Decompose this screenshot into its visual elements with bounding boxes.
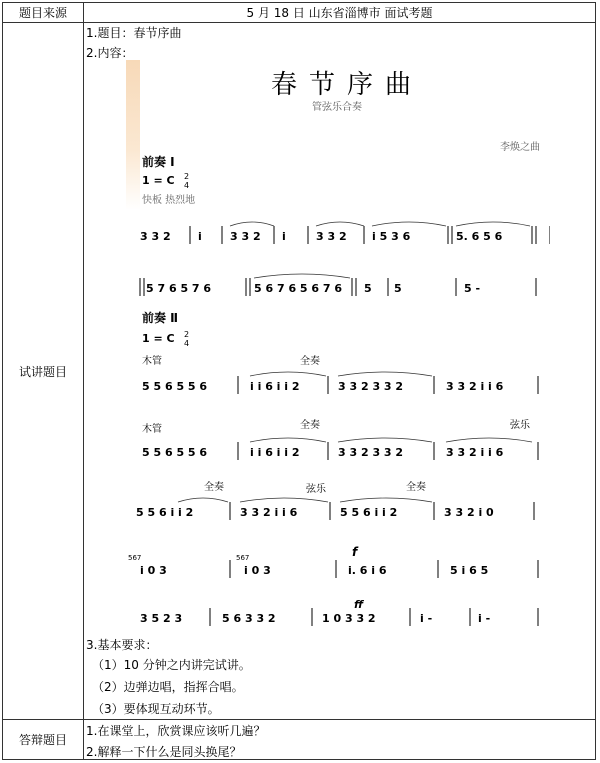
time-top-2: 2 xyxy=(184,330,190,339)
line2-measure-4: 5 xyxy=(394,282,402,295)
instrument-woodwind-1: 木管 xyxy=(142,356,162,367)
header-source-label: 题目来源 xyxy=(3,3,84,23)
content-label: 2.内容： xyxy=(86,46,134,60)
line1-slur-3 xyxy=(372,222,446,226)
line1-measure-2: i xyxy=(198,230,202,243)
header-source-value: 5 月 18 日 山东省淄博市 面试考题 xyxy=(84,3,596,23)
line3-slur-1 xyxy=(250,372,326,376)
requirement-2: （2）边弹边唱，指挥合唱。 xyxy=(92,680,244,694)
line5-measure-2: 3 3 2 i i 6 xyxy=(240,506,298,519)
line1-slur-4 xyxy=(456,222,530,226)
requirements-title: 3.基本要求： xyxy=(86,638,158,652)
line4-measure-1: 5 5 6 5 5 6 xyxy=(142,446,208,459)
line6-measure-2: i 0 3 xyxy=(244,564,271,577)
line5-measure-4: 3 3 2 i 0 xyxy=(444,506,494,519)
line1-slur-1 xyxy=(230,222,274,226)
requirement-3: （3）要体现互动环节。 xyxy=(92,702,220,716)
time-bottom-1: 4 xyxy=(184,181,190,190)
header-row xyxy=(3,3,596,23)
line4-slur-3 xyxy=(446,438,532,442)
line1-measure-3: 3 3 2 xyxy=(230,230,261,243)
time-top-1: 2 xyxy=(184,172,190,181)
line6-measure-3: i. 6 i 6 xyxy=(348,564,387,577)
line7-measure-4: i - xyxy=(420,612,433,625)
line4-slur-1 xyxy=(250,438,326,442)
line7-measure-1: 3 5 2 3 xyxy=(140,612,183,625)
instrument-tutti-3: 全奏 xyxy=(204,482,224,493)
line4-slur-2 xyxy=(338,438,432,442)
instrument-woodwind-2: 木管 xyxy=(142,424,162,435)
line3-measure-3: 3 3 2 3 3 2 xyxy=(338,380,404,393)
score-title: 春节序曲 xyxy=(271,70,424,100)
topic-line: 1.题目：春节序曲 xyxy=(86,26,182,40)
score-decoration xyxy=(126,60,140,210)
line5-slur-3 xyxy=(340,498,432,502)
score-subtitle: 管弦乐合奏 xyxy=(312,102,362,113)
prelude-2-label: 前奏 Ⅱ xyxy=(142,311,179,325)
line1-measure-4: i xyxy=(282,230,286,243)
line3-measure-4: 3 3 2 i i 6 xyxy=(446,380,504,393)
score-notation xyxy=(126,60,550,630)
dynamic-ff: ff xyxy=(354,598,364,611)
line1-measure-5: 3 3 2 xyxy=(316,230,347,243)
line5-measure-3: 5 5 6 i i 2 xyxy=(340,506,398,519)
line2-measure-2: 5 6 7 6 5 6 7 6 xyxy=(254,282,343,295)
grace-note-1: 567 xyxy=(128,554,142,562)
line2-slur-1 xyxy=(254,274,350,278)
question-1: 1.在课堂上，欣赏课应该听几遍？ xyxy=(86,724,266,738)
line5-slur-2 xyxy=(240,498,328,502)
line3-slur-2 xyxy=(338,372,432,376)
line4-measure-2: i i 6 i i 2 xyxy=(250,446,300,459)
instrument-strings-1: 弦乐 xyxy=(510,420,530,431)
instrument-tutti-1: 全奏 xyxy=(300,356,320,367)
prelude-1-label: 前奏 Ⅰ xyxy=(142,155,175,169)
line1-measure-7: 5. 6 5 6 xyxy=(456,230,503,243)
key-signature-1: 1 = C xyxy=(142,174,175,187)
score-composer: 李焕之曲 xyxy=(500,142,540,153)
line4-measure-4: 3 3 2 i i 6 xyxy=(446,446,504,459)
grace-note-2: 567 xyxy=(236,554,250,562)
score-sheet xyxy=(126,60,550,630)
lecture-label: 试讲题目 xyxy=(3,23,84,720)
line7-measure-3: 1 0 3 3 2 xyxy=(322,612,376,625)
line6-measure-4: 5 i 6 5 xyxy=(450,564,489,577)
line7-measure-2: 5 6 3 3 2 xyxy=(222,612,276,625)
line4-measure-3: 3 3 2 3 3 2 xyxy=(338,446,404,459)
line3-measure-2: i i 6 i i 2 xyxy=(250,380,300,393)
question-2: 2.解释一下什么是同头换尾？ xyxy=(86,745,242,759)
requirement-1: （1）10 分钟之内讲完试讲。 xyxy=(92,658,251,672)
line5-measure-1: 5 5 6 i i 2 xyxy=(136,506,194,519)
line3-measure-1: 5 5 6 5 5 6 xyxy=(142,380,208,393)
tempo-marking: 快板 热烈地 xyxy=(142,195,196,206)
line2-measure-3: 5 xyxy=(364,282,372,295)
line5-slur-1 xyxy=(178,498,228,502)
instrument-tutti-2: 全奏 xyxy=(300,420,320,431)
instrument-strings-2: 弦乐 xyxy=(306,484,326,495)
line2-measure-1: 5 7 6 5 7 6 xyxy=(146,282,212,295)
line6-measure-1: i 0 3 xyxy=(140,564,167,577)
dynamic-f: f xyxy=(352,545,358,559)
key-signature-2: 1 = C xyxy=(142,332,175,345)
time-bottom-2: 4 xyxy=(184,339,190,348)
defense-label: 答辩题目 xyxy=(3,720,84,760)
line1-measure-6: i 5 3 6 xyxy=(372,230,411,243)
line1-measure-1: 3 3 2 xyxy=(140,230,171,243)
instrument-tutti-4: 全奏 xyxy=(406,482,426,493)
line2-measure-5: 5 - xyxy=(464,282,481,295)
line1-slur-2 xyxy=(316,222,364,226)
line7-measure-5: i - xyxy=(478,612,491,625)
